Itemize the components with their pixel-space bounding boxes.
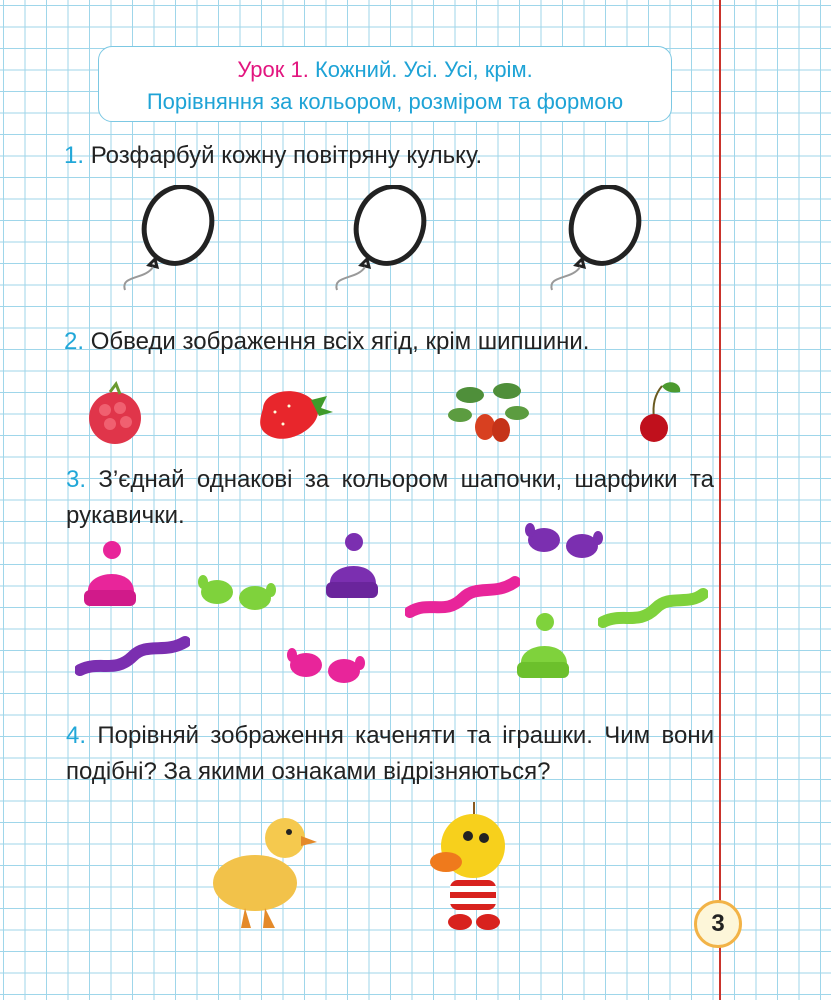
lesson-title-line [99,54,671,86]
pink-hat-icon [80,540,140,610]
balloon-outline-icon [327,185,437,300]
page-number: 3 [694,900,742,948]
rosehip-icon [445,375,535,450]
task-number: 2. [64,328,85,355]
green-hat-icon [513,612,573,682]
pink-scarf-icon [405,570,520,620]
lesson-label: Урок 1. [237,57,309,82]
balloon-outline-icon [542,185,652,300]
lesson-header [98,46,672,122]
task-2 [64,324,711,360]
green-scarf-icon [598,582,708,632]
lesson-topic: Кожний. Усі. Усі, крім. [314,57,533,82]
lesson-subtitle: Порівняння за кольором, розміром та формою [146,89,624,114]
balloon-outline-icon [115,185,225,300]
task-number: 3. [66,466,87,493]
toy-duck-icon [418,800,518,935]
purple-mittens-icon [522,520,607,565]
purple-scarf-icon [75,630,190,680]
task-text: Порівняй зображення каченяти та іграшки. Чим вони подібні? За якими ознаками відрізняються? [66,722,714,785]
strawberry-icon [255,378,335,450]
pink-mittens-icon [284,645,369,690]
green-mittens-icon [195,572,280,617]
task-text: З’єднай однакові за кольором шапочки, шарфики та рукавички. [66,466,714,529]
duckling-icon [205,808,320,933]
page-margin-line [719,0,721,1000]
task-text: Обведи зображення всіх ягід, крім шипшини. [90,328,590,355]
raspberry-icon [80,380,150,450]
task-text: Розфарбуй кожну повітряну кульку. [90,142,483,169]
task-number: 4. [66,722,87,749]
task-4 [66,718,714,790]
task-3 [66,462,714,534]
cherry-icon [630,378,685,448]
task-1 [64,138,711,174]
task-number: 1. [64,142,85,169]
purple-hat-icon [322,532,382,602]
